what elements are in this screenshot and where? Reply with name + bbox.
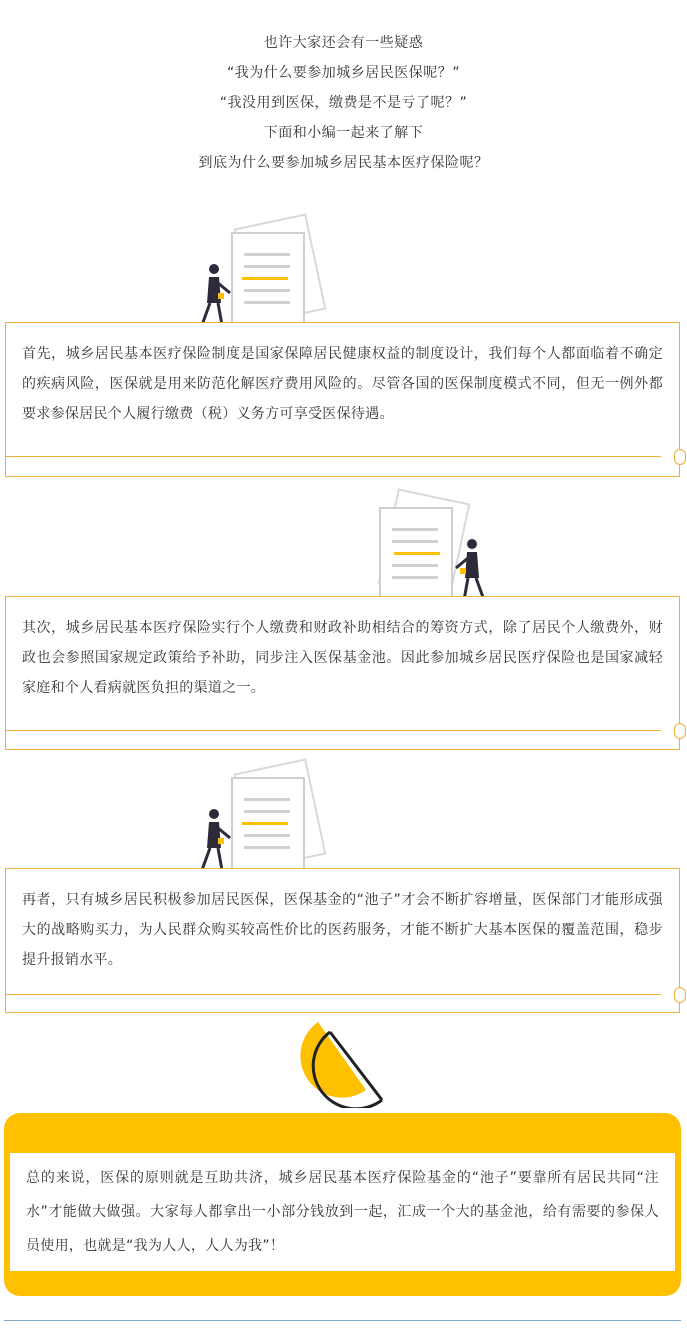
intro-line: “我为什么要参加城乡居民医保呢？” [226, 65, 460, 81]
card-knob-decoration [674, 449, 686, 465]
section-card [5, 322, 680, 477]
section-text: 其次，城乡居民基本医疗保险实行个人缴费和财政补助相结合的筹资方式，除了居民个人缴费外，财政也会参照国家规定政策给予补助，同步注入医保基金池。因此参加城乡居民医疗保险也是国家减轻家庭和个人看病就医负担的渠道之一。 [22, 620, 663, 696]
card-divider [6, 994, 661, 995]
conclusion-panel [4, 1113, 681, 1296]
person-with-document-icon [192, 752, 332, 877]
section-text: 首先，城乡居民基本医疗保险制度是国家保障居民健康权益的制度设计，我们每个人都面临着不确定的疾病风险，医保就是用来防范化解医疗费用风险的。尽管各国的医保制度模式不同，但无一例外都要求参保居民个人履行缴费（税）义务方可享受医保待遇。 [22, 346, 663, 422]
conclusion-text: 总的来说，医保的原则就是互助共济，城乡居民基本医疗保险基金的“池子”要靠所有居民共同“注水”才能做大做强。大家每人都拿出一小部分钱放到一起，汇成一个大的基金池，给有需要的参保人员使用，也就是“我为人人，人人为我”！ [26, 1170, 659, 1254]
intro-line: 下面和小编一起来了解下 [263, 125, 424, 141]
person-with-document-icon [192, 207, 332, 332]
person-with-document-icon [360, 482, 500, 607]
section-card [5, 868, 680, 1013]
intro-block [0, 28, 687, 178]
intro-line: “我没用到医保，缴费是不是亏了呢？” [219, 95, 468, 111]
conclusion-body [10, 1153, 675, 1271]
intro-line: 也许大家还会有一些疑惑 [263, 35, 424, 51]
card-divider [6, 730, 661, 731]
half-moon-icon [296, 1018, 392, 1108]
intro-line: 到底为什么要参加城乡居民基本医疗保险呢？ [198, 155, 489, 171]
card-divider [6, 456, 661, 457]
card-knob-decoration [674, 723, 686, 739]
section-text: 再者，只有城乡居民积极参加居民医保，医保基金的“池子”才会不断扩容增量，医保部门才能形成强大的战略购买力，为人民群众购买较高性价比的医药服务，才能不断扩大基本医保的覆盖范围，稳步提升报销水平。 [22, 892, 663, 968]
card-knob-decoration [674, 987, 686, 1003]
bottom-divider [4, 1320, 681, 1321]
section-card [5, 596, 680, 750]
